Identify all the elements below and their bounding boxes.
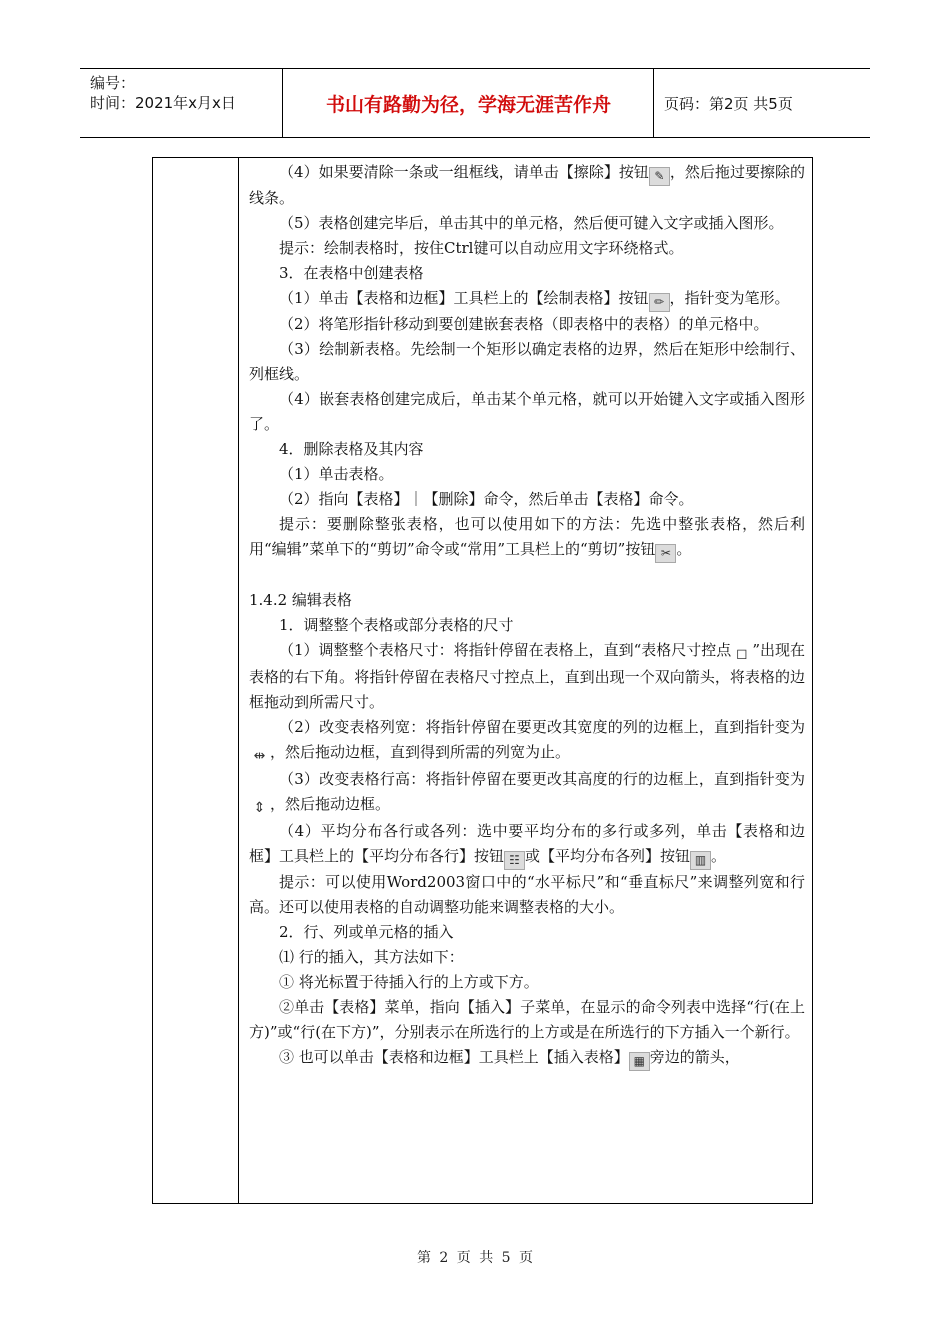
- paragraph: （2）指向【表格】｜【删除】命令，然后单击【表格】命令。: [279, 490, 694, 508]
- text: （3）改变表格行高：将指针停留在要更改其高度的行的边框上，直到指针变为: [279, 770, 805, 788]
- scissors-icon: ✂: [655, 544, 676, 563]
- column-resize-cursor-icon: ⇹: [253, 748, 266, 764]
- pencil-icon: ✏: [649, 293, 670, 312]
- tip-paragraph: 提示：绘制表格时，按住Ctrl键可以自动应用文字环绕格式。: [279, 239, 684, 257]
- text: （2）改变表格列宽：将指针停留在要更改其宽度的列的边框上，直到指针变为: [279, 718, 805, 736]
- paragraph: （3）绘制新表格。先绘制一个矩形以确定表格的边界，然后在矩形中绘制行、列框线。: [249, 340, 805, 383]
- text: ，然后拖动边框，直到得到所需的列宽为止。: [270, 743, 571, 761]
- text: 或【平均分布各列】按钮: [525, 847, 691, 865]
- text: （1）单击【表格和边框】工具栏上的【绘制表格】按钮: [279, 289, 649, 307]
- left-column: [153, 158, 239, 1203]
- content-table: [152, 157, 813, 1204]
- text: 。: [711, 847, 727, 865]
- paragraph: [249, 286, 805, 312]
- row-resize-cursor-icon: ⇕: [253, 800, 266, 816]
- tip-paragraph: 提示：可以使用Word2003窗口中的“水平标尺”和“垂直标尺”来调整列宽和行高。还可以使用表格的自动调整功能来调整表格的大小。: [249, 873, 805, 916]
- text: （4）如果要清除一条或一组框线，请单击【擦除】按钮: [279, 163, 649, 181]
- header-meta-cell: [80, 69, 283, 137]
- spacer: [249, 563, 805, 588]
- section-heading: 4．删除表格及其内容: [279, 440, 424, 458]
- time-label: 时间：2021年x月x日: [90, 94, 236, 112]
- section-heading: 2．行、列或单元格的插入: [279, 923, 454, 941]
- text: （4）平均分布各行或各列：选中要平均分布的多行或多列，单击【表格和边框】工具栏上的【平均分布各行】按钮: [249, 822, 805, 865]
- text: 提示：要删除整张表格，也可以使用如下的方法：先选中整张表格，然后利用“编辑”菜单下的“剪切”命令或“常用”工具栏上的“剪切”按钮: [249, 515, 805, 558]
- content-cell: [249, 160, 805, 1071]
- resize-handle-icon: ◻: [736, 646, 748, 662]
- paragraph: （2）将笔形指针移动到要创建嵌套表格（即表格中的表格）的单元格中。: [279, 315, 769, 333]
- distribute-columns-icon: ▥: [690, 851, 711, 870]
- text: 。: [676, 540, 692, 558]
- page-footer: 第 2 页 共 5 页: [416, 1250, 534, 1266]
- paragraph: [249, 638, 805, 715]
- distribute-rows-icon: ☷: [504, 851, 525, 870]
- text: （1）调整整个表格尺寸：将指针停留在表格上，直到“表格尺寸控点: [279, 641, 732, 659]
- paragraph: （4）嵌套表格创建完成后，单击某个单元格，就可以开始键入文字或插入图形了。: [249, 390, 805, 433]
- paragraph: [249, 160, 805, 211]
- eraser-icon: ✎: [649, 167, 670, 186]
- paragraph: ⑴ 行的插入，其方法如下：: [279, 948, 464, 966]
- page-indicator: 页码：第2页 共5页: [664, 94, 793, 113]
- page-header: [80, 68, 870, 138]
- paragraph: （1）单击表格。: [279, 465, 394, 483]
- header-motto: 书山有路勤为径，学海无涯苦作舟: [284, 69, 654, 137]
- tip-paragraph: [249, 512, 805, 563]
- insert-table-icon: ▦: [629, 1052, 650, 1071]
- subsection-heading: 1.4.2 编辑表格: [249, 591, 352, 609]
- paragraph: ②单击【表格】菜单，指向【插入】子菜单，在显示的命令列表中选择“行(在上方)”或“行(在下方)”，分别表示在所选行的上方或是在所选行的下方插入一个新行。: [249, 998, 805, 1041]
- code-label: 编号：: [90, 74, 136, 92]
- paragraph: [249, 1045, 805, 1071]
- text: ”出现在表格的右下角。将指针停留在表格尺寸控点上，直到出现一个双向箭头，将表格的边框拖动到所需尺寸。: [249, 641, 806, 711]
- paragraph: [249, 715, 805, 767]
- section-heading: 3．在表格中创建表格: [279, 264, 424, 282]
- paragraph: ① 将光标置于待插入行的上方或下方。: [279, 973, 539, 991]
- paragraph: [249, 819, 805, 870]
- paragraph: [249, 767, 805, 819]
- text: 旁边的箭头，: [649, 1048, 740, 1066]
- text: ，然后拖动边框。: [270, 795, 391, 813]
- text: ，指针变为笔形。: [669, 289, 790, 307]
- section-heading: 1．调整整个表格或部分表格的尺寸: [279, 616, 514, 634]
- text: ③ 也可以单击【表格和边框】工具栏上【插入表格】: [279, 1048, 629, 1066]
- text: ，然后拖过要擦除的线条。: [249, 163, 805, 207]
- paragraph: （5）表格创建完毕后，单击其中的单元格，然后便可键入文字或插入图形。: [279, 214, 784, 232]
